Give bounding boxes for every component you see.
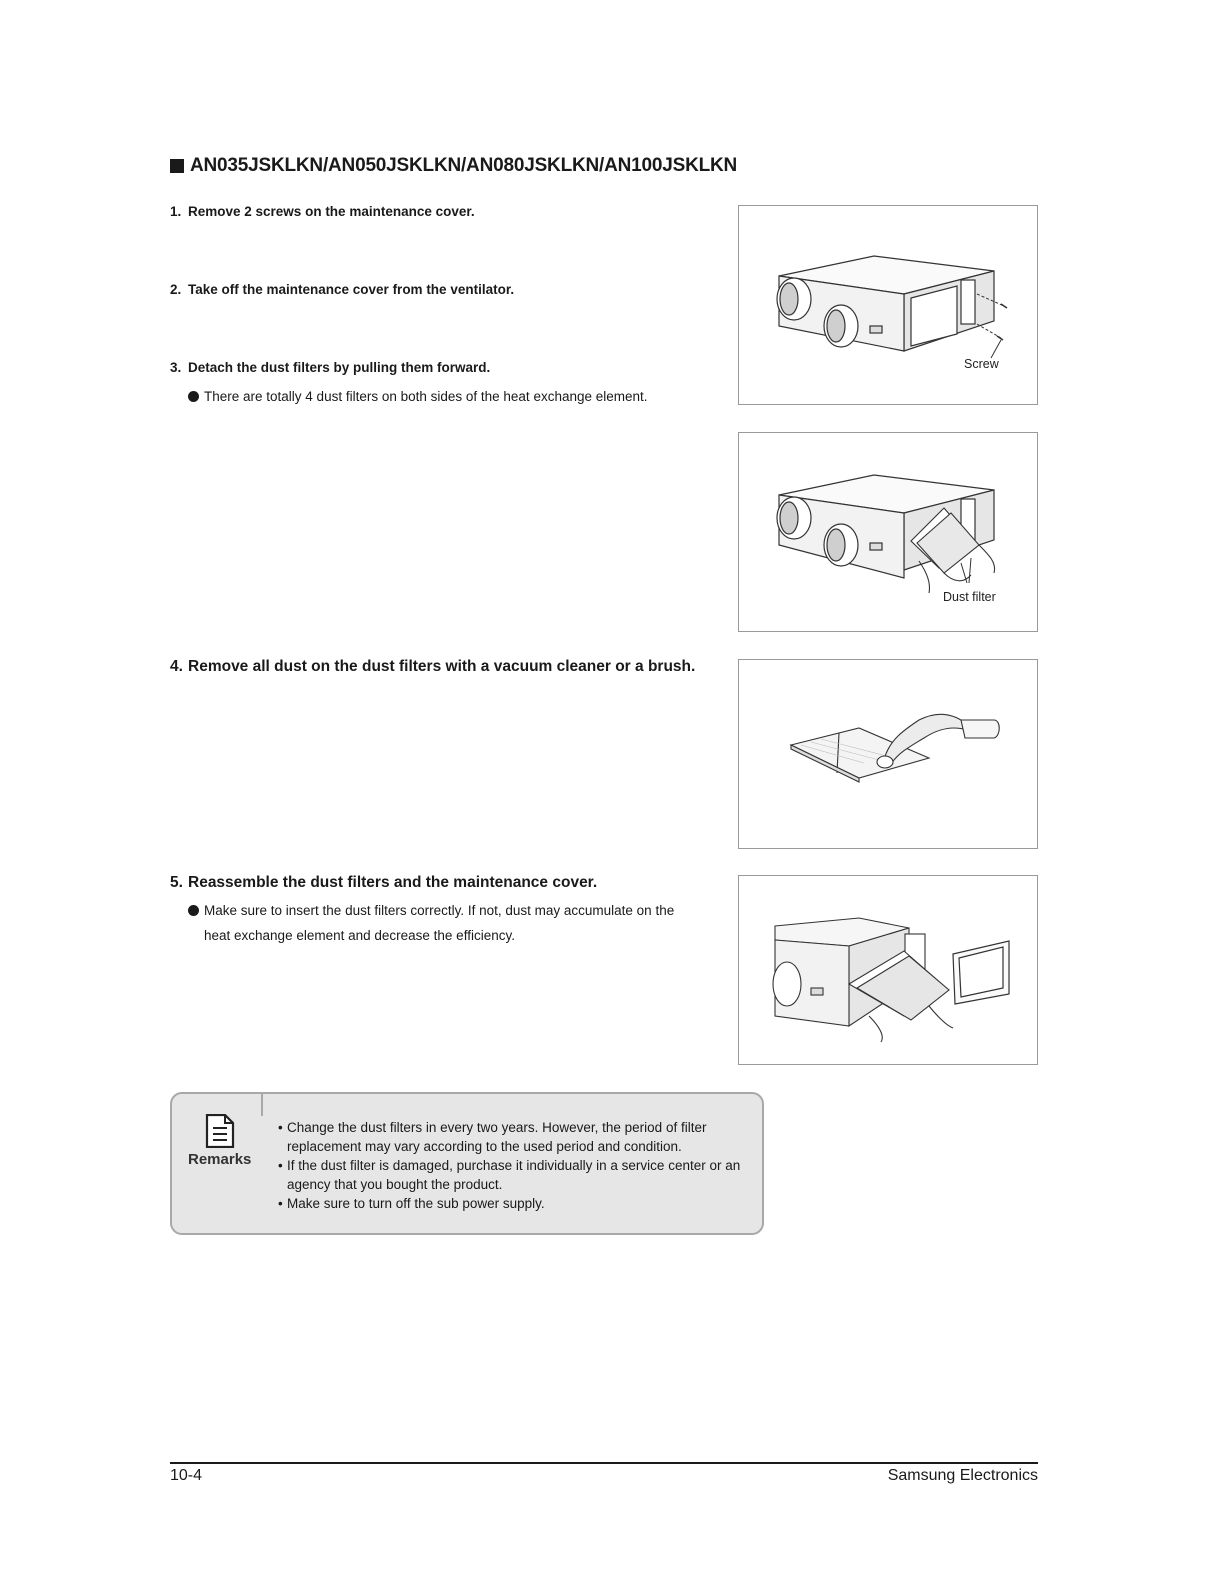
section-heading: [170, 155, 737, 177]
remarks-box: [170, 1092, 764, 1235]
remarks-item: • If the dust filter is damaged, purchase it individually in a service center or an agency that you bought the product.: [278, 1156, 748, 1194]
figure-reassemble: [738, 875, 1038, 1065]
bullet-dot-icon: [188, 391, 199, 402]
ventilator-illustration: [739, 206, 1039, 406]
dust-filter-caption: Dust filter: [943, 590, 996, 604]
bullet-dot-icon: [188, 905, 199, 916]
screw-caption: Screw: [964, 357, 999, 371]
step-3-note: There are totally 4 dust filters on both sides of the heat exchange element.: [188, 384, 708, 409]
step-4: 4. Remove all dust on the dust filters with a vacuum cleaner or a brush.: [170, 658, 696, 675]
section-heading-text: AN035JSKLKN/AN050JSKLKN/AN080JSKLKN/AN100JSKLKN: [190, 155, 738, 176]
figure-detach-filters: [738, 432, 1038, 632]
step-5-note: Make sure to insert the dust filters correctly. If not, dust may accumulate on the heat exchange element and decrease the efficiency.: [188, 898, 678, 948]
remarks-label: Remarks: [188, 1151, 252, 1168]
remarks-list: [278, 1118, 748, 1213]
figure-vacuum-filters: [738, 659, 1038, 849]
footer-company: Samsung Electronics: [887, 1467, 1038, 1484]
square-bullet-icon: [170, 159, 184, 173]
note-document-icon: [205, 1114, 235, 1148]
reassemble-illustration: [739, 876, 1039, 1066]
remarks-item: • Change the dust filters in every two years. However, the period of filter replacement may vary according to the used period and condition.: [278, 1118, 748, 1156]
footer-rule: [170, 1462, 1038, 1464]
step-5: 5. Reassemble the dust filters and the maintenance cover.: [170, 874, 598, 891]
step-2: 2. Take off the maintenance cover from the ventilator.: [170, 282, 515, 297]
step-1: 1. Remove 2 screws on the maintenance cover.: [170, 204, 475, 219]
step-3: 3. Detach the dust filters by pulling them forward.: [170, 360, 491, 375]
page-number: 10-4: [170, 1467, 203, 1484]
figure-remove-screws: [738, 205, 1038, 405]
remarks-item: • Make sure to turn off the sub power supply.: [278, 1194, 748, 1213]
vacuum-filter-illustration: [739, 660, 1039, 850]
remarks-divider: [261, 1094, 263, 1116]
